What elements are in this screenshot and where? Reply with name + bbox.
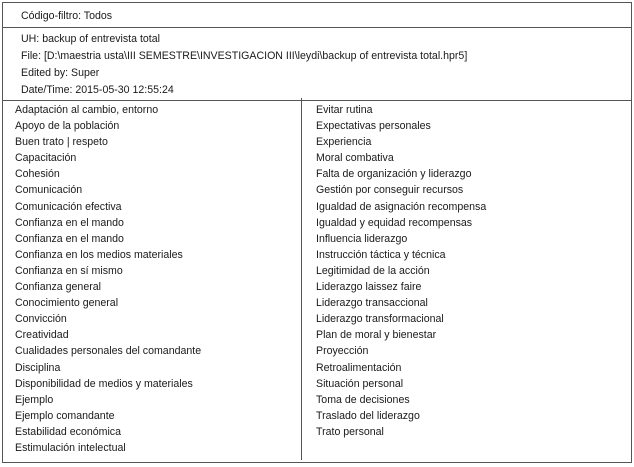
code-item: Expectativas personales: [316, 120, 431, 133]
code-item: Adaptación al cambio, entorno: [15, 104, 159, 116]
code-item: Confianza en sí mismo: [15, 264, 123, 277]
code-item: Apoyo de la población: [15, 120, 120, 133]
code-item: Comunicación: [15, 184, 83, 197]
code-item: Conocimiento general: [15, 297, 119, 310]
code-item: Estabilidad económica: [15, 425, 121, 438]
code-item: Confianza general: [15, 281, 101, 294]
code-item: Retroalimentación: [316, 361, 402, 374]
code-item: Evitar rutina: [316, 104, 373, 116]
code-item: Disciplina: [15, 361, 61, 374]
code-item: Capacitación: [15, 152, 77, 165]
code-item: Confianza en el mando: [15, 216, 124, 229]
code-item: Falta de organización y liderazgo: [316, 168, 472, 181]
column-divider: [301, 98, 302, 460]
code-item: Creatividad: [15, 329, 69, 342]
datetime-label: Date/Time: 2015-05-30 12:55:24: [21, 84, 174, 96]
filter-header: [3, 3, 631, 28]
code-item: Convicción: [15, 313, 67, 326]
code-item: Gestión por conseguir recursos: [316, 184, 464, 197]
filter-label: Código-filtro: Todos: [21, 10, 113, 22]
code-item: Cualidades personales del comandante: [15, 345, 202, 358]
code-item: Liderazgo laissez faire: [316, 281, 422, 294]
metadata-header: [3, 28, 631, 101]
code-item: Ejemplo comandante: [15, 409, 115, 422]
code-item: Confianza en los medios materiales: [15, 248, 183, 261]
code-item: Disponibilidad de medios y materiales: [15, 377, 193, 390]
edited-by-label: Edited by: Super: [21, 67, 100, 79]
hermeneutic-unit-label: UH: backup of entrevista total: [21, 33, 160, 45]
code-item: Estimulación intelectual: [15, 441, 126, 454]
code-item: Igualdad y equidad recompensas: [316, 216, 473, 229]
file-path-label: File: [D:\maestria usta\III SEMESTRE\INVESTIGACION III\leydi\backup of entrevista total.hpr5]: [21, 50, 468, 62]
code-item: Toma de decisiones: [316, 393, 410, 406]
code-item: Instrucción táctica y técnica: [316, 248, 446, 261]
code-item: Experiencia: [316, 136, 372, 149]
code-item: Trato personal: [316, 425, 384, 438]
code-item: Liderazgo transformacional: [316, 313, 444, 326]
code-item: Liderazgo transaccional: [316, 297, 428, 310]
code-item: Situación personal: [316, 377, 404, 390]
code-item: Moral combativa: [316, 152, 394, 165]
code-item: Igualdad de asignación recompensa: [316, 200, 487, 213]
code-item: Cohesión: [15, 168, 60, 181]
code-item: Confianza en el mando: [15, 232, 124, 245]
codes-column-right: [316, 102, 486, 440]
code-item: Traslado del liderazgo: [316, 409, 420, 422]
code-item: Comunicación efectiva: [15, 200, 122, 213]
code-item: Proyección: [316, 345, 369, 358]
codes-column-left: [15, 102, 201, 456]
code-item: Legitimidad de la acción: [316, 264, 430, 277]
code-item: Influencia liderazgo: [316, 232, 408, 245]
code-item: Ejemplo: [15, 393, 54, 406]
code-item: Plan de moral y bienestar: [316, 329, 437, 342]
code-item: Buen trato | respeto: [15, 136, 108, 149]
